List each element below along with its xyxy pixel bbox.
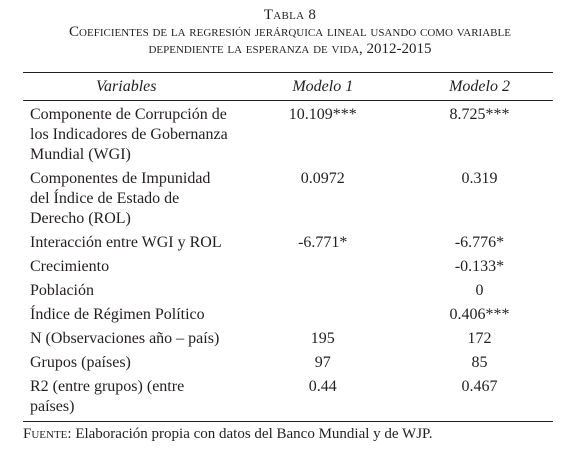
table-row [23,373,553,422]
row-model-2-value: 0 [475,282,484,299]
row-model-2-value: 8.725*** [449,106,510,123]
row-model-1-value: 10.109*** [288,106,357,123]
table-row [23,325,553,349]
table-caption [0,0,580,58]
row-model-2-value: 85 [471,354,488,371]
row-model-1-value [229,277,406,301]
row-variable: N (Observaciones año – país) [30,330,220,347]
table-row [23,277,553,301]
source-text: Elaboración propia con datos del Banco Mundial y de WJP. [75,426,433,442]
row-variable: Grupos (países) [30,354,131,371]
table-row [23,229,553,253]
row-variable: Interacción entre WGI y ROL [30,234,222,251]
header-variables: Variables [23,73,229,101]
table-row [23,101,553,166]
row-model-1-value [229,301,406,325]
row-model-1-value [229,253,406,277]
row-variable: Población [30,282,94,299]
row-model-1-value: -6.771* [298,234,348,251]
row-variable: Índice de Régimen Político [30,306,205,323]
row-model-1-value: 0.44 [229,373,406,422]
row-model-1-value: 195 [310,330,335,347]
table-number: Tabla 8 [263,7,317,23]
row-variable: Crecimiento [30,258,110,275]
row-variable: R2 (entre grupos) (entre países) [23,373,229,422]
table-row [23,349,553,373]
table-row [23,165,553,229]
row-model-1-value: 97 [314,354,331,371]
regression-table [23,72,553,422]
source-label: Fuente: [23,426,72,442]
row-model-2-value: 0.406*** [449,306,510,323]
row-model-1-value: 0.0972 [300,170,345,187]
table-title-line-2: dependiente la esperanza de vida, 2012-2015 [148,41,432,57]
row-model-2-value: -6.776* [454,234,505,251]
table-header-row [23,73,553,101]
header-model-1: Modelo 1 [229,73,406,101]
table-source-note [23,426,432,443]
row-model-2-value: 0.467 [406,373,553,422]
row-variable: Componentes de Impunidad del Índice de Estado de Derecho (ROL) [30,170,211,227]
row-model-2-value: 0.319 [461,170,498,187]
row-model-2-value: 172 [467,330,492,347]
table-title-line-1: Coeficientes de la regresión jerárquica lineal usando como variable [69,24,511,40]
table-row [23,253,553,277]
table-row [23,301,553,325]
row-variable: Componente de Corrupción de los Indicadores de Gobernanza Mundial (WGI) [30,106,228,163]
header-model-2: Modelo 2 [406,73,553,101]
row-model-2-value: -0.133* [454,258,505,275]
